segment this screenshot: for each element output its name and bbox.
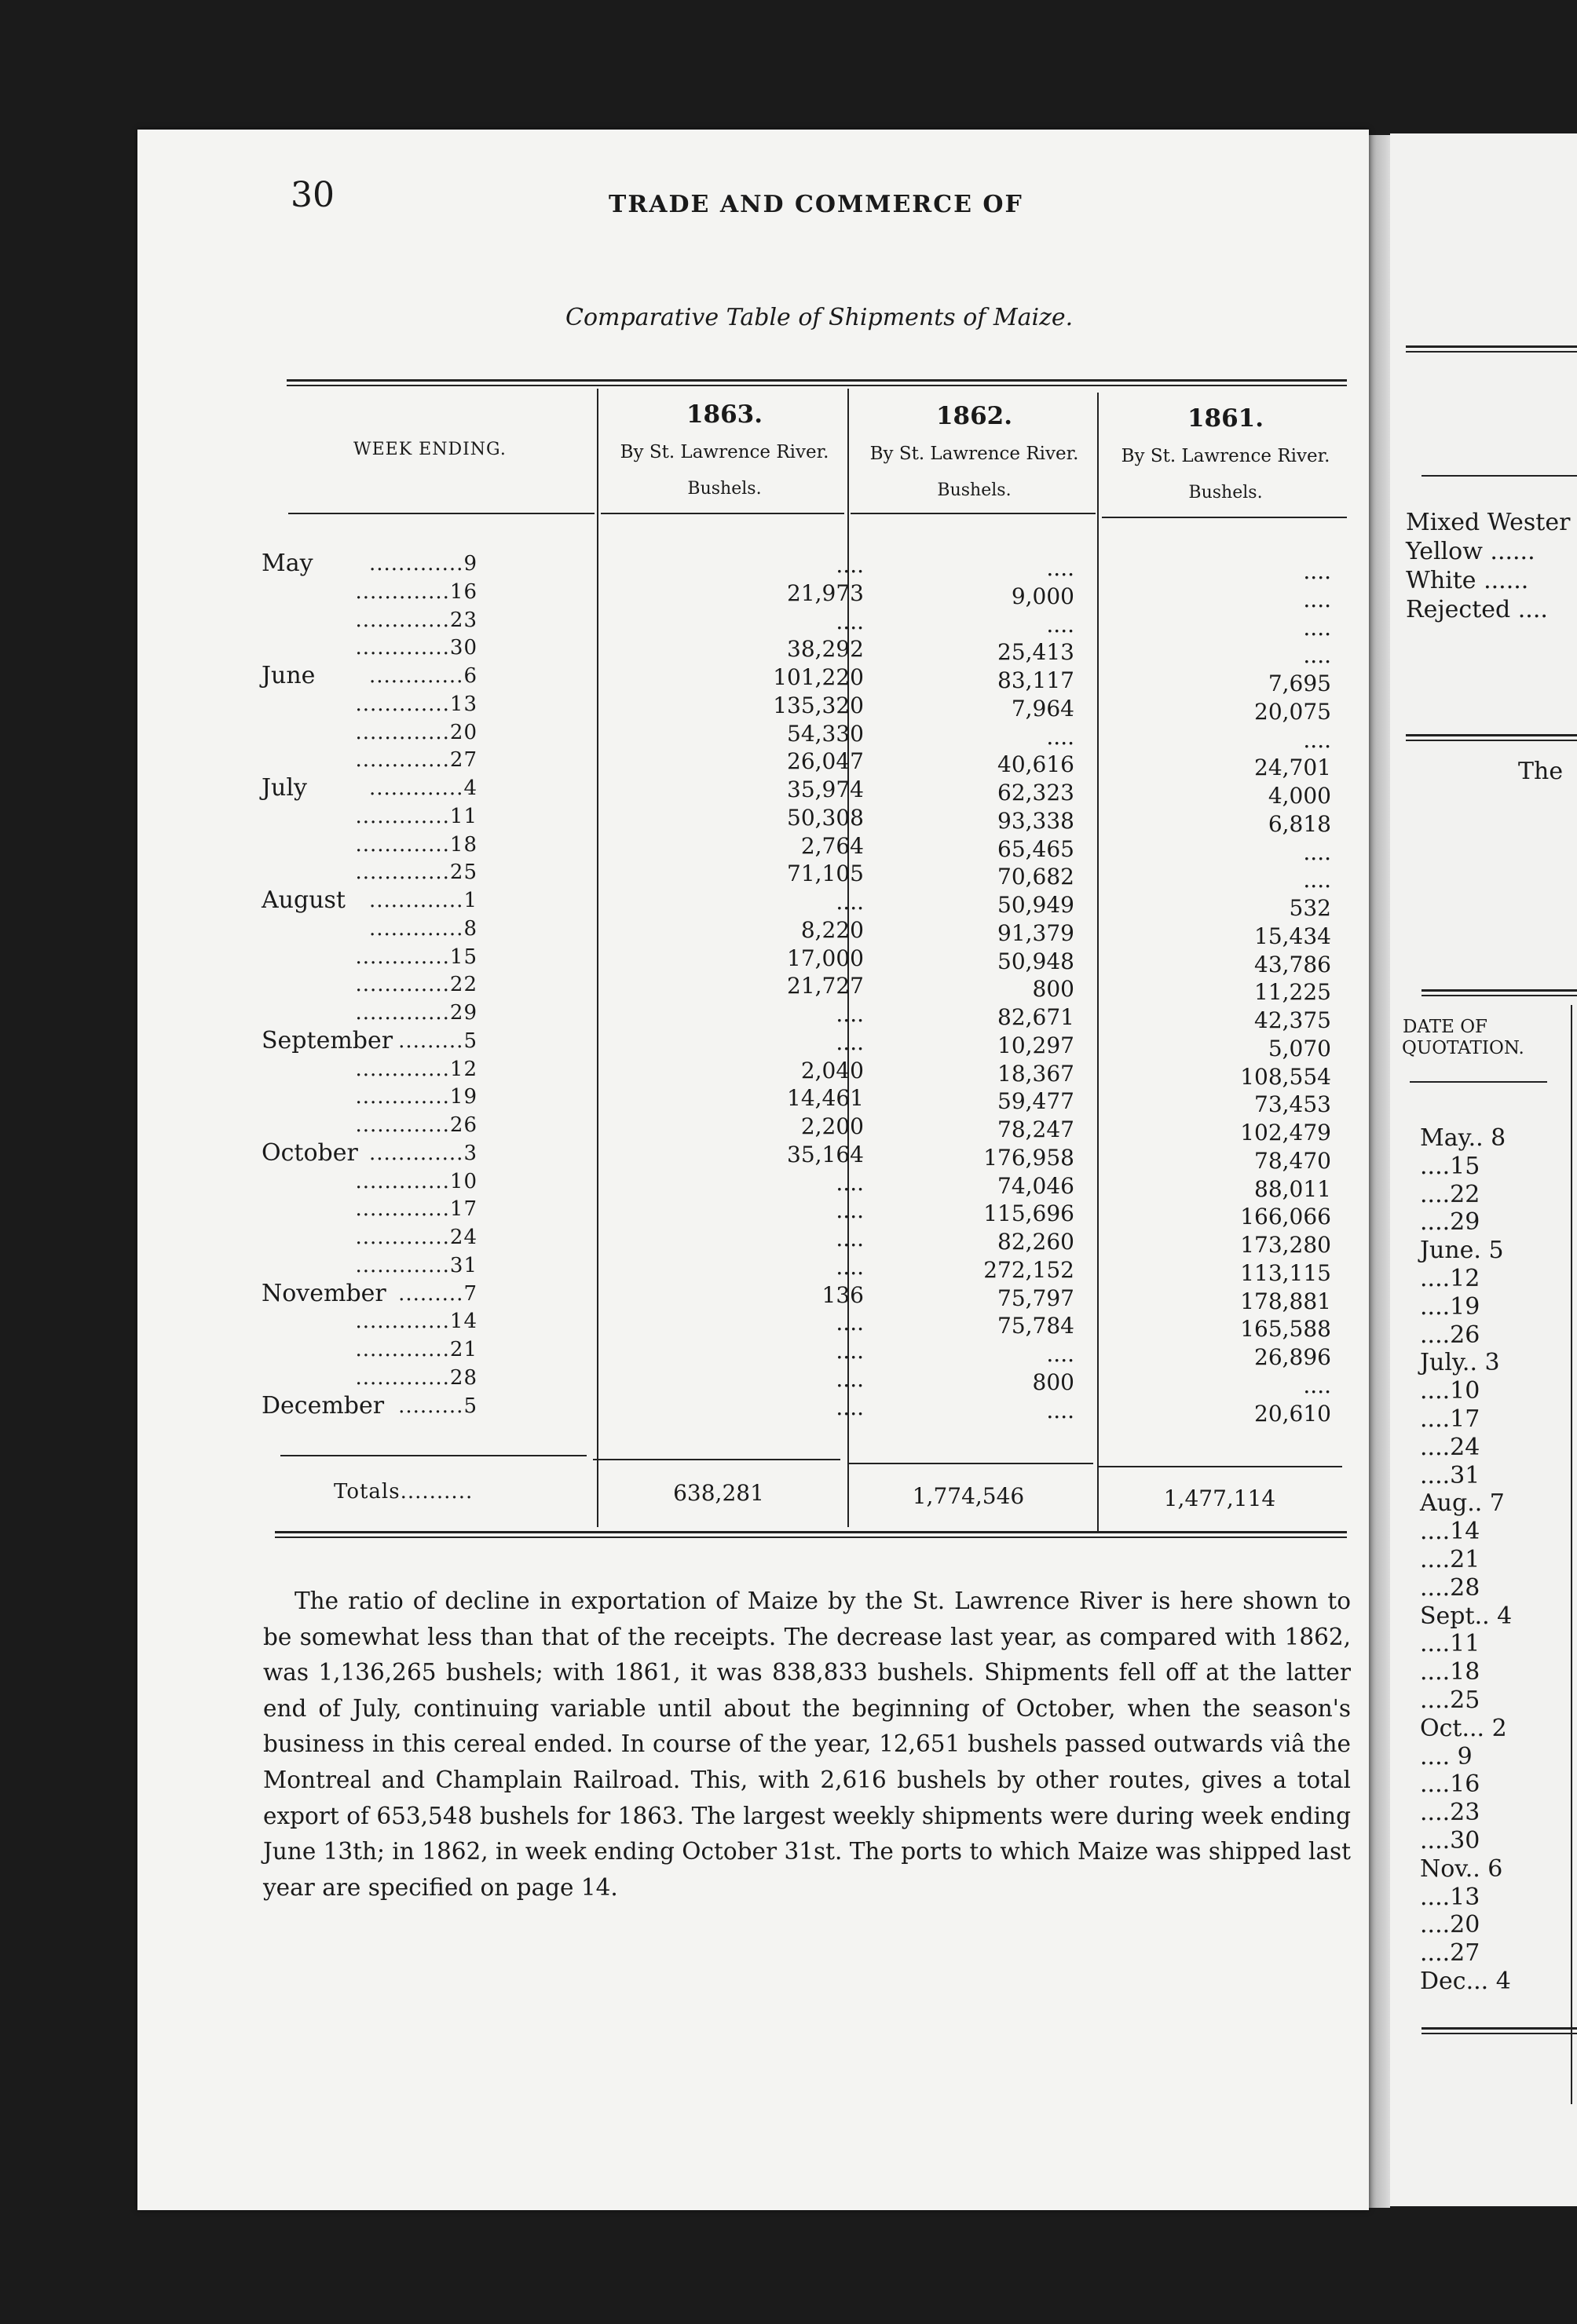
cell-1862: 91,379 — [997, 919, 1074, 946]
year-header-1863: 1863. — [686, 400, 763, 429]
day-number: 13 — [449, 692, 477, 716]
week-day — [285, 1338, 477, 1361]
cell-1863: 50,308 — [787, 804, 864, 831]
day-number: 20 — [449, 720, 477, 744]
facing-date: ....15 — [1420, 1152, 1480, 1180]
facing-date: ....14 — [1420, 1518, 1480, 1546]
leader-dots: ............. — [355, 636, 450, 660]
month-label: June — [262, 662, 316, 689]
cell-1863: .... — [836, 1001, 864, 1027]
header-rule — [1102, 517, 1347, 518]
leader-dots: ............. — [355, 1113, 450, 1137]
day-number: 4 — [463, 776, 477, 800]
cell-1861: 20,610 — [1254, 1400, 1331, 1427]
cell-1861: 6,818 — [1268, 810, 1331, 837]
running-head: TRADE AND COMMERCE OF — [609, 191, 1023, 218]
leader-dots: ............. — [369, 776, 464, 800]
cell-1862: 83,117 — [997, 667, 1074, 693]
cell-1862: 70,682 — [997, 864, 1074, 890]
cell-1863: .... — [836, 1169, 864, 1196]
cell-1863: 26,047 — [787, 748, 864, 775]
day-number: 8 — [463, 916, 477, 941]
week-day — [285, 945, 477, 969]
leader-dots: ............. — [355, 832, 450, 857]
body-text: The ratio of decline in exportation of Maize by the St. Lawrence River is here shown to be somewhat less than that of the receipts. The decrease last year, as compared with 1862, was 1,136,265 bushels; with 1861, it was 838,833 bushels. Shipments fell off at the latter end of July, continuing variable until about the beginning of October, when the season's business in this cereal ended. In course of the year, 12,651 bushels passed outwards viâ the Montreal and Champlain Railroad. This, with 2,616 bushels by other routes, gives a total export of 653,548 bushels for 1863. The largest weekly shipments were during week ending June 13th; in 1862, in week ending October 31st. The ports to which Maize was shipped last year are specified on page 14. — [263, 1588, 1351, 1901]
leader-dots: ............. — [369, 552, 464, 576]
leader-dots: ............. — [355, 945, 450, 969]
day-number: 30 — [449, 636, 477, 660]
day-number: 23 — [449, 608, 477, 632]
column-unit: Bushels. — [1188, 483, 1263, 502]
cell-1863: 2,200 — [800, 1113, 864, 1139]
day-number: 7 — [463, 1281, 477, 1306]
leader-dots: ......... — [398, 1281, 464, 1306]
cell-1863: .... — [836, 889, 864, 915]
cell-1861: 42,375 — [1254, 1007, 1331, 1033]
cell-1863: 21,973 — [787, 579, 864, 606]
leader-dots: ............. — [355, 1310, 450, 1334]
cell-1863: 135,320 — [773, 692, 864, 718]
facing-date: ....24 — [1420, 1433, 1480, 1461]
cell-1863: 136 — [821, 1281, 864, 1308]
cell-1862: 115,696 — [983, 1200, 1074, 1227]
cell-1862: 800 — [1032, 976, 1074, 1003]
column-unit: Bushels. — [687, 479, 762, 499]
cell-1863: .... — [836, 1226, 864, 1252]
year-header-1861: 1861. — [1187, 404, 1264, 433]
day-number: 10 — [449, 1169, 477, 1193]
cell-1862: 82,671 — [997, 1004, 1074, 1030]
facing-rule — [1421, 2027, 1577, 2034]
week-day — [285, 776, 477, 800]
header-rule — [851, 513, 1096, 514]
column-subheader: By St. Lawrence River. — [1121, 446, 1330, 466]
cell-1862: 50,948 — [997, 948, 1074, 974]
header-rule — [288, 513, 595, 514]
week-day — [285, 973, 477, 996]
cell-1862: .... — [1046, 723, 1074, 750]
cell-1862: .... — [1046, 555, 1074, 581]
facing-date: ....22 — [1420, 1180, 1480, 1208]
cell-1863: 54,330 — [787, 720, 864, 747]
cell-1861: 73,453 — [1254, 1091, 1331, 1118]
cell-1862: 176,958 — [983, 1144, 1074, 1171]
cell-1863: 35,164 — [787, 1141, 864, 1167]
cell-1861: 173,280 — [1240, 1232, 1331, 1258]
cell-1861: 88,011 — [1254, 1175, 1331, 1202]
cell-1862: 9,000 — [1011, 583, 1074, 609]
facing-rule — [1421, 989, 1577, 996]
facing-date: Dec... 4 — [1420, 1968, 1511, 1995]
week-day — [285, 833, 477, 857]
column-subheader: By St. Lawrence River. — [869, 444, 1079, 464]
day-number: 12 — [449, 1057, 477, 1081]
cell-1863: 35,974 — [787, 776, 864, 802]
cell-1862: 93,338 — [997, 807, 1074, 834]
leader-dots: ............. — [355, 608, 450, 632]
cell-1862: 65,465 — [997, 835, 1074, 862]
cell-1862: 25,413 — [997, 639, 1074, 666]
cell-1863: 2,040 — [800, 1057, 864, 1083]
cell-1862: 75,784 — [997, 1313, 1074, 1339]
cell-1862: 800 — [1032, 1368, 1074, 1395]
cell-1861: 5,070 — [1268, 1035, 1331, 1062]
day-number: 9 — [463, 552, 477, 576]
facing-date: Nov.. 6 — [1420, 1854, 1503, 1883]
day-number: 27 — [449, 748, 477, 773]
month-label: November — [262, 1279, 386, 1307]
cell-1861: 26,896 — [1254, 1344, 1331, 1370]
facing-date: ....21 — [1420, 1546, 1480, 1573]
cell-1863: .... — [836, 1197, 864, 1224]
cell-1861: 165,588 — [1240, 1316, 1331, 1343]
day-number: 3 — [463, 1141, 477, 1165]
table-bottom-rule — [275, 1531, 1347, 1538]
cell-1862: 50,949 — [997, 892, 1074, 918]
week-day — [285, 552, 477, 576]
leader-dots: ......... — [398, 1394, 464, 1418]
week-day — [285, 861, 477, 884]
week-ending-header: WEEK ENDING. — [353, 440, 507, 459]
month-label: August — [262, 886, 346, 914]
month-label: May — [262, 550, 313, 577]
week-day — [285, 1394, 477, 1418]
facing-date: ....27 — [1420, 1939, 1480, 1968]
cell-1863: .... — [836, 1029, 864, 1055]
facing-date: ....12 — [1420, 1265, 1480, 1292]
totals-rule — [593, 1459, 840, 1460]
week-day — [285, 636, 477, 660]
week-day — [285, 721, 477, 744]
facing-date: .... 9 — [1420, 1742, 1473, 1770]
facing-date: ....19 — [1420, 1292, 1480, 1321]
cell-1861: 20,075 — [1254, 698, 1331, 725]
cell-1863: 71,105 — [787, 861, 864, 887]
cell-1861: .... — [1303, 586, 1331, 612]
facing-date: ....18 — [1420, 1658, 1480, 1686]
leader-dots: ............. — [355, 692, 450, 716]
column-subheader: By St. Lawrence River. — [620, 442, 829, 462]
leader-dots: ............. — [355, 1197, 450, 1222]
day-number: 24 — [449, 1226, 477, 1249]
week-day — [285, 1282, 477, 1306]
day-number: 22 — [449, 973, 477, 997]
day-number: 5 — [463, 1029, 477, 1053]
cell-1861: .... — [1303, 839, 1331, 865]
leader-dots: ............. — [369, 916, 464, 941]
facing-date: ....20 — [1420, 1911, 1480, 1939]
leader-dots: ............. — [355, 804, 450, 828]
cell-1861: 7,695 — [1268, 671, 1331, 696]
year-header-1862: 1862. — [935, 402, 1013, 430]
cell-1862: 62,323 — [997, 780, 1074, 806]
cell-1861: .... — [1303, 726, 1331, 753]
facing-date: ....25 — [1420, 1686, 1480, 1714]
day-number: 15 — [449, 945, 477, 969]
facing-column-divider — [1571, 1005, 1572, 2104]
month-label: September — [262, 1026, 393, 1054]
week-day — [285, 1001, 477, 1025]
facing-date: ....17 — [1420, 1405, 1480, 1433]
leader-dots: ............. — [355, 1338, 450, 1361]
cell-1863: .... — [836, 552, 864, 578]
facing-date: May.. 8 — [1420, 1124, 1506, 1152]
cell-1861: .... — [1303, 867, 1331, 893]
facing-rule — [1421, 475, 1577, 477]
leader-dots: ............. — [355, 1253, 450, 1277]
day-number: 5 — [463, 1394, 477, 1418]
week-day — [285, 1366, 477, 1390]
cell-1863: .... — [836, 608, 864, 634]
table-top-rule — [287, 379, 1347, 386]
cell-1861: 532 — [1289, 895, 1331, 921]
cell-1862: 75,797 — [997, 1284, 1074, 1311]
body-paragraph — [263, 1584, 1351, 1906]
cell-1862: 59,477 — [997, 1088, 1074, 1115]
cell-1861: .... — [1303, 1372, 1331, 1398]
leader-dots: ............. — [369, 1141, 464, 1165]
facing-date: ....23 — [1420, 1799, 1480, 1827]
week-day — [285, 805, 477, 828]
cell-1863: .... — [836, 1394, 864, 1420]
facing-date-header: DATE OF QUOTATION. — [1402, 1017, 1524, 1058]
cell-1861: .... — [1303, 614, 1331, 641]
facing-date: ....10 — [1420, 1377, 1480, 1405]
leader-dots: ............. — [355, 720, 450, 744]
day-number: 26 — [449, 1113, 477, 1137]
week-day — [285, 1226, 477, 1249]
day-number: 17 — [449, 1197, 477, 1222]
cell-1861: 24,701 — [1254, 755, 1331, 781]
cell-1861: 15,434 — [1254, 923, 1331, 949]
totals-rule — [848, 1463, 1093, 1464]
table-caption: Comparative Table of Shipments of Maize. — [565, 304, 1074, 331]
leader-dots: ............. — [355, 861, 450, 885]
leader-dots: ............. — [355, 1169, 450, 1193]
week-day — [285, 1170, 477, 1193]
facing-date: June. 5 — [1420, 1237, 1504, 1265]
cell-1861: 113,115 — [1240, 1259, 1331, 1286]
day-number: 14 — [449, 1310, 477, 1334]
facing-grade-label: White ...... — [1406, 567, 1529, 594]
cell-1862: .... — [1046, 611, 1074, 638]
page-number: 30 — [291, 175, 335, 215]
day-number: 29 — [449, 1001, 477, 1025]
cell-1863: .... — [836, 1338, 864, 1364]
leader-dots: ............. — [369, 889, 464, 912]
facing-text: The — [1518, 758, 1564, 785]
cell-1863: 2,764 — [800, 832, 864, 859]
cell-1861: .... — [1303, 642, 1331, 669]
facing-date: Aug.. 7 — [1420, 1489, 1505, 1518]
facing-date: ....29 — [1420, 1208, 1480, 1237]
cell-1862: 7,964 — [1011, 695, 1074, 722]
cell-1863: .... — [836, 1253, 864, 1280]
cell-1862: 18,367 — [997, 1060, 1074, 1087]
facing-date: ....30 — [1420, 1827, 1480, 1854]
day-number: 1 — [463, 889, 477, 912]
cell-1863: 17,000 — [787, 945, 864, 971]
total-1863: 638,281 — [673, 1480, 764, 1506]
leader-dots: ............. — [369, 664, 464, 688]
facing-date: Sept.. 4 — [1420, 1602, 1513, 1630]
cell-1863: .... — [836, 1365, 864, 1392]
cell-1863: 21,727 — [787, 973, 864, 999]
day-number: 31 — [449, 1253, 477, 1277]
week-day — [285, 1113, 477, 1137]
day-number: 28 — [449, 1365, 477, 1390]
month-label: October — [262, 1138, 358, 1167]
leader-dots: ............. — [355, 579, 450, 604]
day-number: 19 — [449, 1085, 477, 1109]
week-day — [285, 664, 477, 688]
leader-dots: ............. — [355, 1057, 450, 1081]
facing-rule — [1406, 734, 1577, 741]
leader-dots: ............. — [355, 1365, 450, 1390]
cell-1863: .... — [836, 1310, 864, 1336]
cell-1862: 10,297 — [997, 1032, 1074, 1058]
cell-1861: 78,470 — [1254, 1147, 1331, 1174]
month-label: July — [262, 774, 307, 802]
week-day — [285, 1058, 477, 1081]
cell-1861: .... — [1303, 558, 1331, 584]
leader-dots: ............. — [355, 1001, 450, 1025]
facing-date: July.. 3 — [1420, 1349, 1500, 1377]
facing-date: ....26 — [1420, 1321, 1480, 1349]
day-number: 18 — [449, 832, 477, 857]
week-day — [285, 1085, 477, 1109]
cell-1863: 14,461 — [787, 1085, 864, 1112]
week-day — [285, 580, 477, 604]
totals-rule — [280, 1455, 587, 1456]
totals-rule — [1097, 1466, 1342, 1467]
cell-1862: 74,046 — [997, 1172, 1074, 1199]
day-number: 25 — [449, 861, 477, 885]
cell-1861: 178,881 — [1240, 1288, 1331, 1314]
cell-1862: .... — [1046, 1397, 1074, 1423]
cell-1862: 78,247 — [997, 1116, 1074, 1142]
leader-dots: ............. — [355, 748, 450, 773]
column-unit: Bushels. — [937, 481, 1012, 500]
leader-dots: ............. — [355, 1226, 450, 1249]
facing-rule — [1410, 1081, 1547, 1083]
month-label: December — [262, 1391, 385, 1420]
total-1862: 1,774,546 — [912, 1483, 1025, 1509]
total-1861: 1,477,114 — [1163, 1485, 1276, 1511]
facing-date: ....31 — [1420, 1461, 1480, 1489]
cell-1863: 38,292 — [787, 636, 864, 663]
week-day — [285, 889, 477, 912]
cell-1861: 166,066 — [1240, 1204, 1331, 1230]
day-number: 6 — [463, 664, 477, 688]
facing-grade-label: Yellow ...... — [1406, 538, 1535, 565]
cell-1861: 43,786 — [1254, 951, 1331, 977]
day-number: 16 — [449, 579, 477, 604]
week-day — [285, 1310, 477, 1333]
cell-1862: 40,616 — [997, 751, 1074, 778]
leader-dots: ............. — [355, 1085, 450, 1109]
cell-1861: 11,225 — [1254, 979, 1331, 1006]
cell-1862: 272,152 — [983, 1256, 1074, 1283]
facing-page — [1390, 133, 1577, 2206]
week-day — [285, 1197, 477, 1221]
day-number: 21 — [449, 1338, 477, 1361]
facing-date: ....11 — [1420, 1630, 1480, 1658]
facing-grade-label: Mixed Wester — [1406, 509, 1571, 536]
week-day — [285, 692, 477, 716]
book-page — [137, 130, 1369, 2210]
week-day — [285, 748, 477, 772]
facing-date: ....28 — [1420, 1573, 1480, 1602]
day-number: 11 — [449, 804, 477, 828]
week-day — [285, 917, 477, 941]
cell-1861: 4,000 — [1268, 783, 1331, 809]
cell-1862: 82,260 — [997, 1229, 1074, 1255]
column-divider — [597, 389, 598, 1527]
facing-date: Oct... 2 — [1420, 1714, 1507, 1742]
cell-1862: .... — [1046, 1341, 1074, 1367]
week-day — [285, 608, 477, 632]
totals-label: Totals.......... — [334, 1480, 474, 1504]
facing-rule — [1406, 345, 1577, 353]
cell-1861: 102,479 — [1240, 1120, 1331, 1146]
week-day — [285, 1254, 477, 1277]
facing-date: ....13 — [1420, 1883, 1480, 1911]
week-day — [285, 1142, 477, 1165]
facing-grade-label: Rejected .... — [1406, 596, 1548, 623]
cell-1863: 101,220 — [773, 664, 864, 690]
cell-1863: 8,220 — [800, 916, 864, 943]
cell-1861: 108,554 — [1240, 1063, 1331, 1090]
column-divider — [1097, 393, 1099, 1531]
leader-dots: ......... — [398, 1029, 464, 1053]
week-day — [285, 1029, 477, 1053]
facing-date: ....16 — [1420, 1770, 1480, 1799]
header-rule — [601, 513, 844, 514]
leader-dots: ............. — [355, 973, 450, 997]
